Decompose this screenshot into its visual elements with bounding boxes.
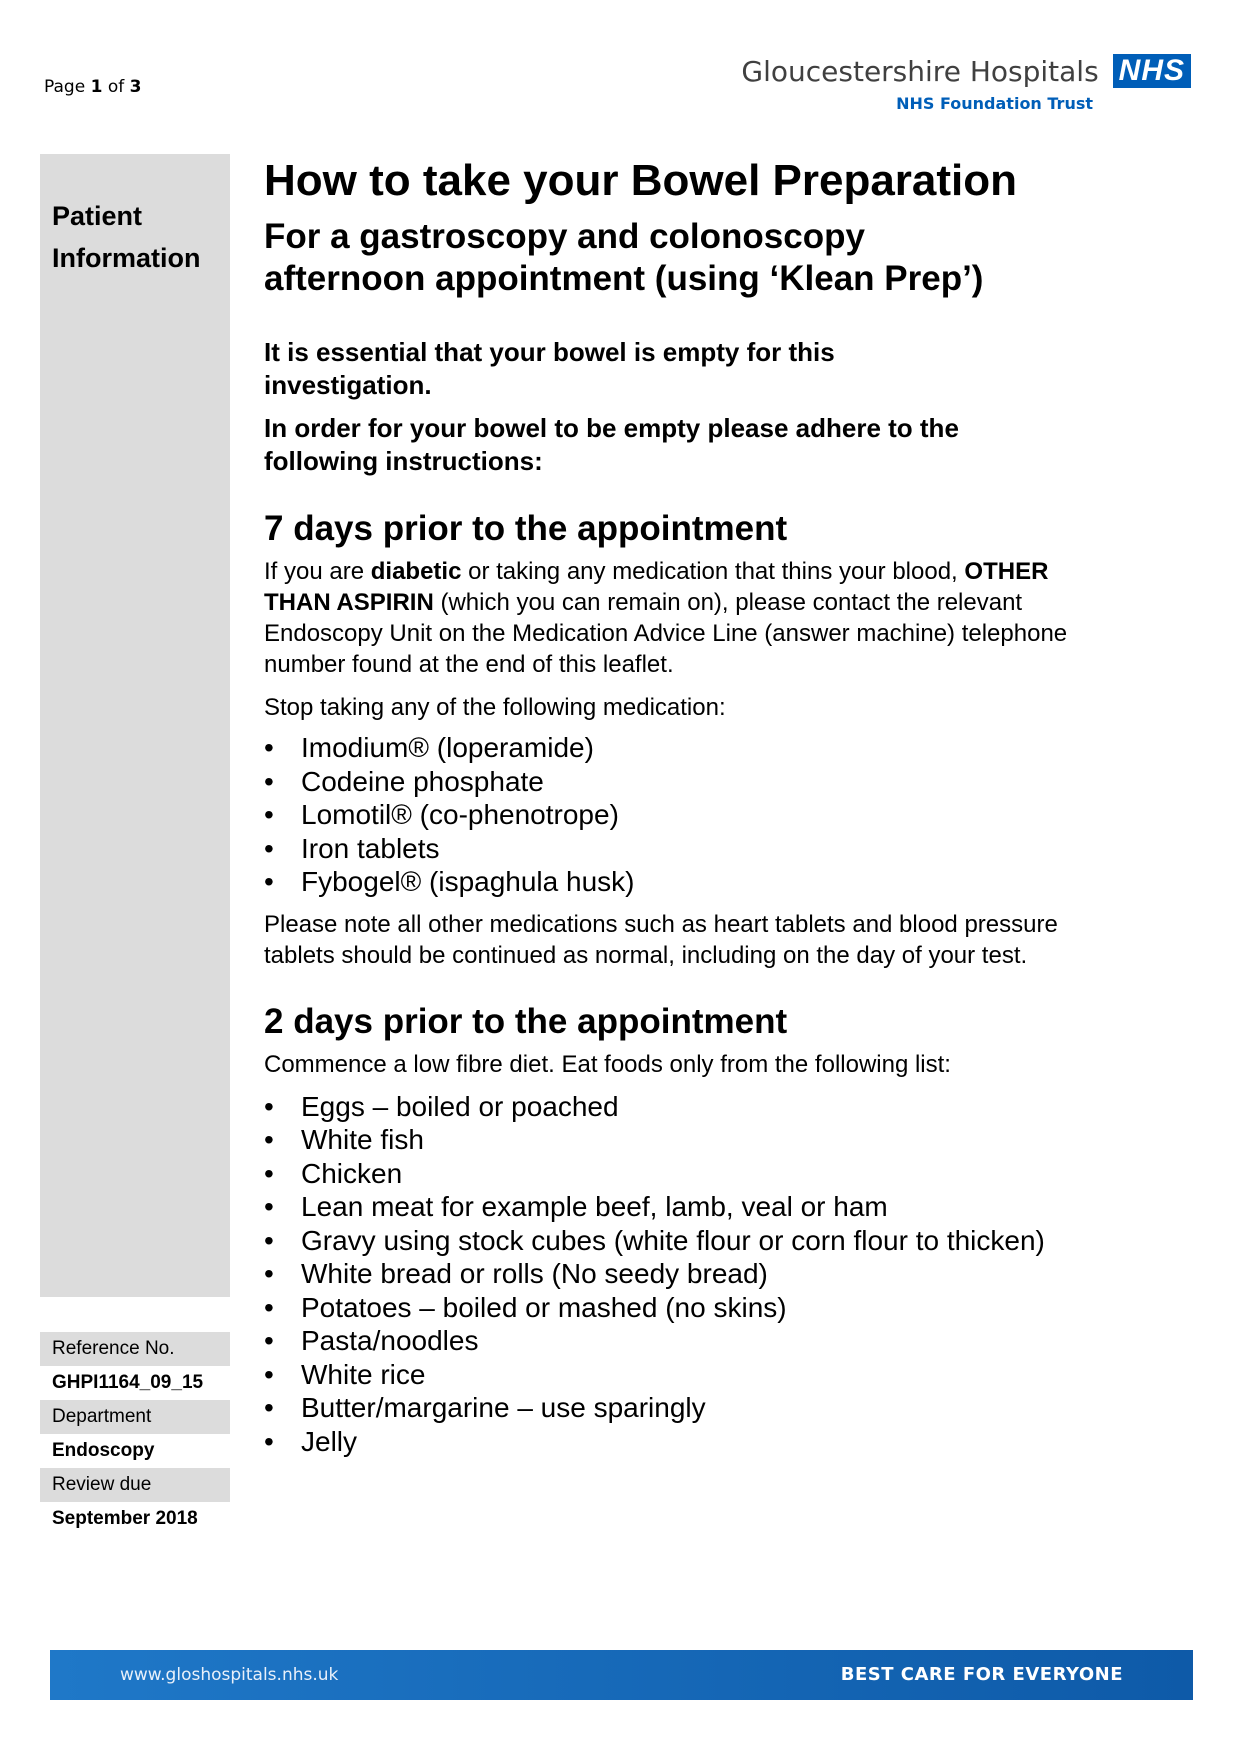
intro-essential: It is essential that your bowel is empty for this investigation.	[264, 337, 835, 400]
subtitle-line2: afternoon appointment (using ‘Klean Prep’)	[264, 259, 984, 298]
review-label: Review due	[40, 1468, 230, 1502]
diabetic-text-b: diabetic	[370, 558, 462, 585]
list-item: • Codeine phosphate	[264, 765, 1094, 799]
main-content	[264, 154, 1094, 1458]
diabetic-text-a: If you are	[264, 558, 371, 585]
sidebar-label-line2: Information	[52, 243, 201, 273]
footer-tagline: BEST CARE FOR EVERYONE	[840, 1664, 1123, 1685]
list-item: • Chicken	[264, 1157, 1094, 1191]
reference-label: Reference No.	[40, 1332, 230, 1366]
page-subtitle	[264, 216, 1094, 300]
page-of: of	[107, 77, 125, 97]
intro-instructions: In order for your bowel to be empty please adhere to the following instructions:	[264, 413, 959, 476]
department-label: Department	[40, 1400, 230, 1434]
page-current: 1	[90, 77, 103, 97]
list-item: • Pasta/noodles	[264, 1324, 1094, 1358]
footer-banner	[50, 1650, 1193, 1700]
page-number	[44, 77, 141, 97]
other-medications-paragraph: Please note all other medications such as heart tablets and blood pressure tablets should be continued as normal, including on the day of your test.	[264, 910, 1058, 969]
medication-list	[264, 731, 1094, 899]
sidebar-panel	[40, 154, 230, 1297]
list-item: • Fybogel® (ispaghula husk)	[264, 865, 1094, 899]
footer-url-link[interactable]: www.gloshospitals.nhs.uk	[120, 1665, 339, 1685]
review-value: September 2018	[52, 1508, 198, 1529]
trust-name: NHS Foundation Trust	[896, 94, 1093, 113]
section-7-days-heading: 7 days prior to the appointment	[264, 509, 788, 548]
list-item: • Jelly	[264, 1425, 1094, 1459]
food-list	[264, 1090, 1094, 1459]
section-2-days-heading: 2 days prior to the appointment	[264, 1001, 788, 1041]
list-item: • Potatoes – boiled or mashed (no skins)	[264, 1291, 1094, 1325]
list-item: • Iron tablets	[264, 832, 1094, 866]
list-item: • Butter/margarine – use sparingly	[264, 1391, 1094, 1425]
diabetic-paragraph	[264, 556, 1084, 680]
stop-medication-paragraph: Stop taking any of the following medication:	[264, 694, 726, 721]
page-total: 3	[129, 77, 142, 97]
diabetic-text-e: (which you can remain on), please contact the relevant Endoscopy Unit on the Medication Advice Line (answer machine) telephone number found at the end of this leaflet.	[264, 589, 1068, 678]
sidebar-label-line1: Patient	[52, 201, 143, 231]
list-item: • White fish	[264, 1123, 1094, 1157]
trust-logo	[741, 54, 1191, 113]
page-title: How to take your Bowel Preparation	[264, 156, 1018, 205]
diabetic-text-d: OTHER THAN ASPIRIN	[264, 558, 1049, 616]
list-item: • White bread or rolls (No seedy bread)	[264, 1257, 1094, 1291]
document-metadata	[40, 1332, 230, 1536]
list-item: • Imodium® (loperamide)	[264, 731, 1094, 765]
list-item: • Lean meat for example beef, lamb, veal or ham	[264, 1190, 1094, 1224]
diabetic-text-c: or taking any medication that thins your blood,	[461, 558, 965, 585]
list-item: • Eggs – boiled or poached	[264, 1090, 1094, 1124]
sidebar-label	[52, 195, 201, 279]
list-item: • Gravy using stock cubes (white flour or corn flour to thicken)	[264, 1224, 1094, 1258]
reference-value: GHPI1164_09_15	[52, 1372, 204, 1393]
page-prefix: Page	[44, 77, 86, 97]
low-fibre-paragraph: Commence a low fibre diet. Eat foods only from the following list:	[264, 1050, 951, 1078]
org-name: Gloucestershire Hospitals	[741, 54, 1099, 88]
department-value: Endoscopy	[52, 1440, 155, 1461]
subtitle-line1: For a gastroscopy and colonoscopy	[264, 217, 865, 256]
list-item: • Lomotil® (co-phenotrope)	[264, 798, 1094, 832]
nhs-logo: NHS	[1113, 54, 1191, 88]
list-item: • White rice	[264, 1358, 1094, 1392]
